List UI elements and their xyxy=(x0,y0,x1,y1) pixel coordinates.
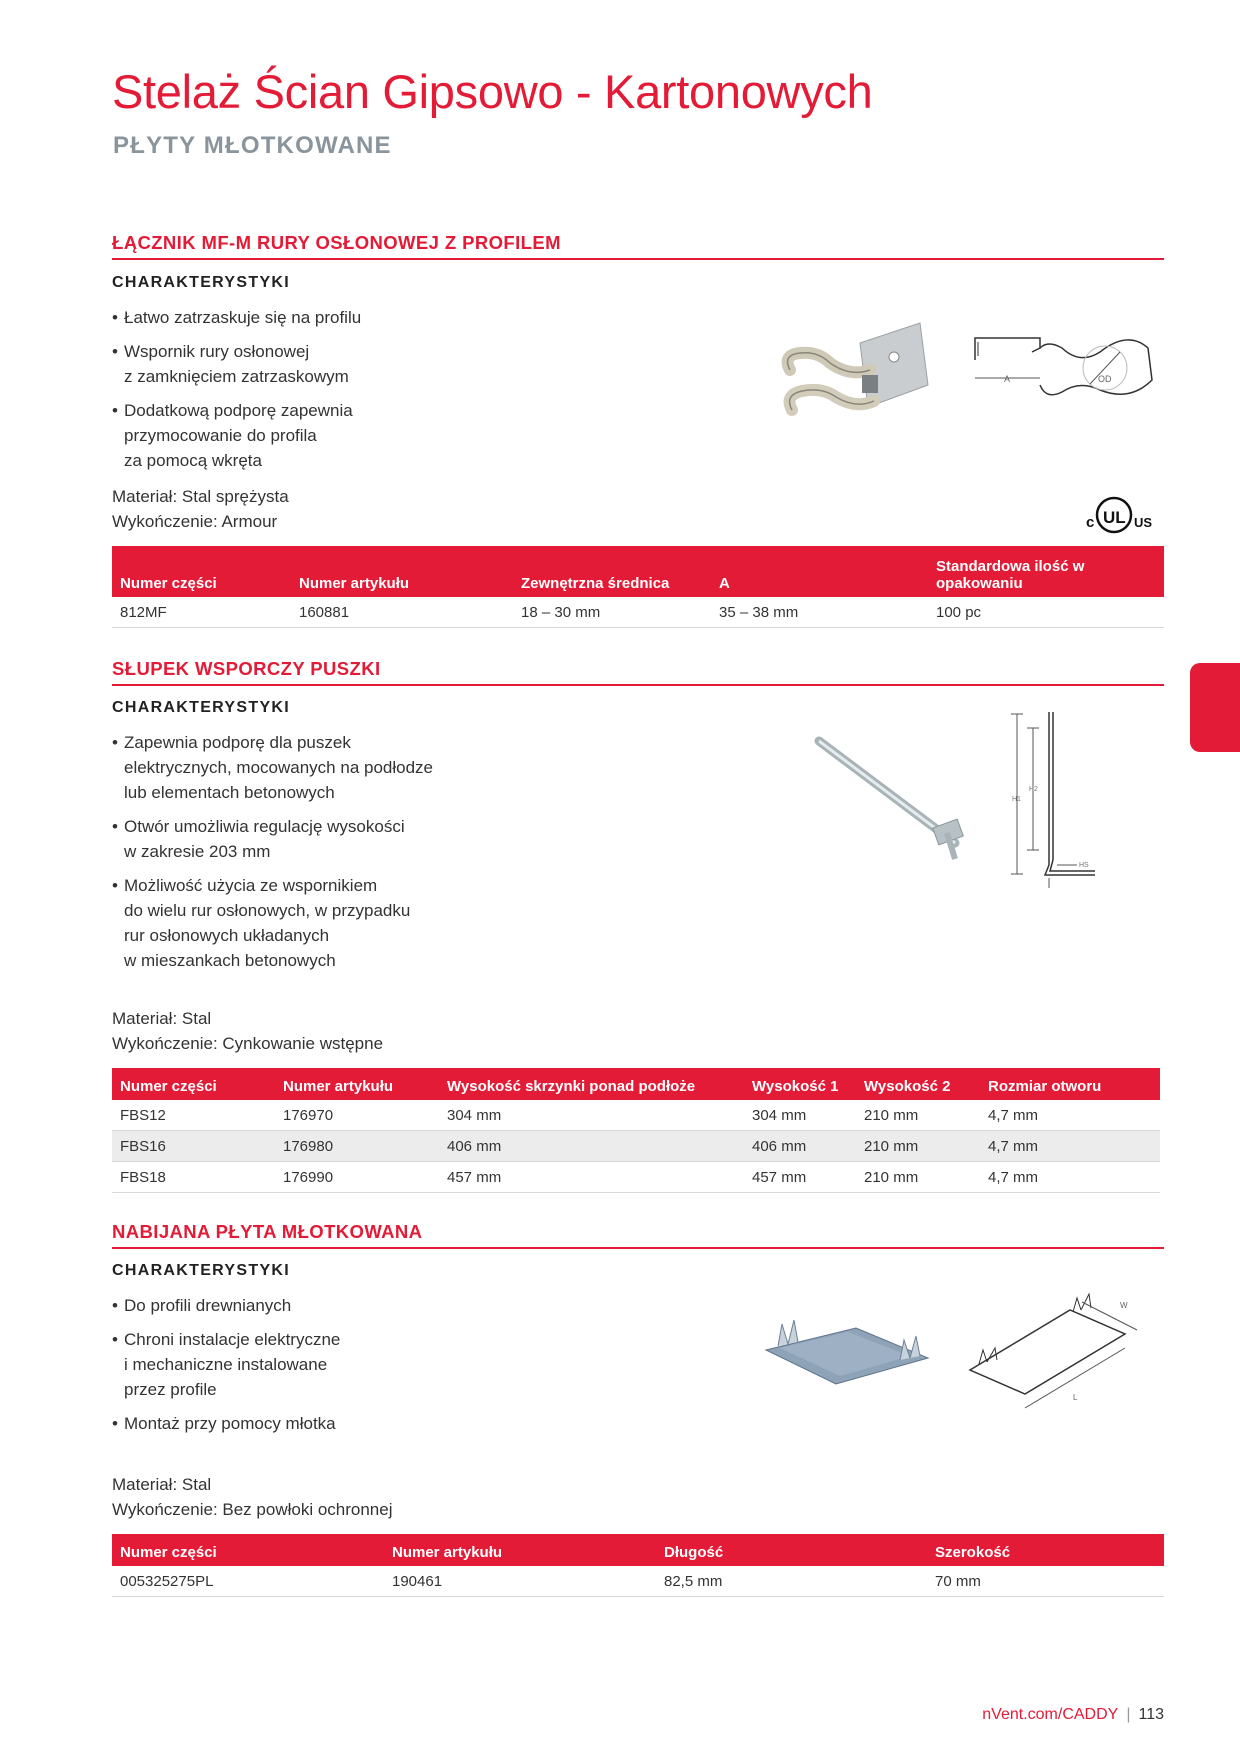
dimension-l-label: L xyxy=(1073,1393,1078,1402)
column-header: Numer artykułu xyxy=(291,546,513,597)
spec-table-box-support xyxy=(112,1068,1160,1193)
table-cell: 210 mm xyxy=(856,1100,980,1131)
table-cell: FBS18 xyxy=(112,1162,275,1193)
table-header-row xyxy=(112,1534,1164,1566)
cert-ul-text: UL xyxy=(1103,508,1126,527)
spec-table-mf-connector xyxy=(112,546,1164,628)
table-cell: 70 mm xyxy=(927,1566,1164,1597)
spec-table-nail-plate xyxy=(112,1534,1164,1597)
table-cell: 812MF xyxy=(112,597,291,628)
footer-separator: | xyxy=(1126,1706,1131,1723)
finish-text: Wykończenie: Cynkowanie wstępne xyxy=(112,1034,384,1053)
cert-c-text: c xyxy=(1086,514,1095,531)
footer-website-link[interactable]: nVent.com/CADDY xyxy=(982,1706,1119,1723)
feature-item: • Chroni instalacje elektryczne i mechaniczne instalowane przez profile xyxy=(112,1327,532,1402)
characteristics-label: CHARAKTERYSTYKI xyxy=(112,274,291,291)
column-header: A xyxy=(711,546,928,597)
page-title: Stelaż Ścian Gipsowo - Kartonowych xyxy=(112,65,873,118)
table-cell: 4,7 mm xyxy=(980,1162,1160,1193)
feature-item: • Do profili drewnianych xyxy=(112,1293,532,1318)
column-header: Numer artykułu xyxy=(384,1534,656,1566)
table-cell: 210 mm xyxy=(856,1131,980,1162)
table-cell: 4,7 mm xyxy=(980,1131,1160,1162)
material-text: Materiał: Stal xyxy=(112,1475,212,1494)
column-header: Długość xyxy=(656,1534,927,1566)
table-cell: 100 pc xyxy=(928,597,1164,628)
technical-drawing-nail-plate xyxy=(965,1290,1175,1430)
feature-item: • Wspornik rury osłonowej z zamknięciem zatrzaskowym xyxy=(112,339,532,389)
technical-drawing-box-support xyxy=(1005,710,1115,890)
table-cell: 457 mm xyxy=(744,1162,856,1193)
column-header: Numer części xyxy=(112,1534,384,1566)
dimension-h2-label: H2 xyxy=(1029,786,1038,793)
table-cell: 4,7 mm xyxy=(980,1100,1160,1131)
product-photo-mf-connector xyxy=(770,315,950,435)
table-cell: 304 mm xyxy=(439,1100,744,1131)
table-cell: 406 mm xyxy=(744,1131,856,1162)
feature-list xyxy=(112,1293,532,1445)
table-header-row xyxy=(112,546,1164,597)
dimension-w-label: W xyxy=(1120,1301,1128,1310)
characteristics-label: CHARAKTERYSTYKI xyxy=(112,1262,291,1279)
feature-item: • Zapewnia podporę dla puszek elektrycznych, mocowanych na podłodze lub elementach betonowych xyxy=(112,730,532,805)
table-cell: 176990 xyxy=(275,1162,439,1193)
cul-us-certification-icon xyxy=(1082,493,1162,537)
table-cell: FBS16 xyxy=(112,1131,275,1162)
dimension-od-label: OD xyxy=(1098,374,1112,384)
feature-item: • Otwór umożliwia regulację wysokości w zakresie 203 mm xyxy=(112,814,532,864)
table-row xyxy=(112,1100,1160,1131)
product-photo-box-support xyxy=(815,735,985,865)
product-photo-nail-plate xyxy=(760,1310,935,1390)
table-cell: 190461 xyxy=(384,1566,656,1597)
table-cell: 18 – 30 mm xyxy=(513,597,711,628)
column-header: Numer części xyxy=(112,546,291,597)
page-footer xyxy=(982,1706,1164,1724)
section-heading-mf-connector: ŁĄCZNIK MF-M RURY OSŁONOWEJ Z PROFILEM xyxy=(112,232,1164,260)
feature-list xyxy=(112,305,532,482)
material-text: Materiał: Stal sprężysta xyxy=(112,487,289,506)
table-cell: 210 mm xyxy=(856,1162,980,1193)
table-header-row xyxy=(112,1068,1160,1100)
page-subtitle: PŁYTY MŁOTKOWANE xyxy=(113,132,392,159)
finish-text: Wykończenie: Bez powłoki ochronnej xyxy=(112,1500,393,1519)
table-cell: 176980 xyxy=(275,1131,439,1162)
table-cell: 160881 xyxy=(291,597,513,628)
dimension-hs-label: HS xyxy=(1079,862,1089,869)
characteristics-label: CHARAKTERYSTYKI xyxy=(112,699,291,716)
section-heading-box-support: SŁUPEK WSPORCZY PUSZKI xyxy=(112,658,1164,686)
dimension-h1-label: H1 xyxy=(1012,796,1021,803)
dimension-a-label: A xyxy=(1004,374,1011,384)
table-cell: 35 – 38 mm xyxy=(711,597,928,628)
table-row xyxy=(112,597,1164,628)
column-header: Numer części xyxy=(112,1068,275,1100)
feature-list xyxy=(112,730,532,982)
table-row xyxy=(112,1566,1164,1597)
column-header: Wysokość 2 xyxy=(856,1068,980,1100)
section-heading-nail-plate: NABIJANA PŁYTA MŁOTKOWANA xyxy=(112,1221,1164,1249)
column-header: Numer artykułu xyxy=(275,1068,439,1100)
column-header: Standardowa ilość w opakowaniu xyxy=(928,546,1164,597)
table-cell: 406 mm xyxy=(439,1131,744,1162)
feature-item: • Dodatkową podporę zapewnia przymocowanie do profila za pomocą wkręta xyxy=(112,398,532,473)
table-cell: 176970 xyxy=(275,1100,439,1131)
material-text: Materiał: Stal xyxy=(112,1009,212,1028)
feature-item: • Łatwo zatrzaskuje się na profilu xyxy=(112,305,532,330)
table-cell: 304 mm xyxy=(744,1100,856,1131)
side-tab-marker xyxy=(1190,663,1240,752)
feature-item: • Możliwość użycia ze wspornikiem do wielu rur osłonowych, w przypadku rur osłonowych układanych w mieszankach betonowych xyxy=(112,873,532,973)
table-row xyxy=(112,1131,1160,1162)
page-number: 113 xyxy=(1138,1706,1164,1723)
technical-drawing-mf-connector xyxy=(970,330,1170,410)
column-header: Wysokość 1 xyxy=(744,1068,856,1100)
table-cell: 457 mm xyxy=(439,1162,744,1193)
table-cell: 82,5 mm xyxy=(656,1566,927,1597)
column-header: Rozmiar otworu xyxy=(980,1068,1160,1100)
cert-us-text: US xyxy=(1134,515,1153,530)
column-header: Zewnętrzna średnica xyxy=(513,546,711,597)
finish-text: Wykończenie: Armour xyxy=(112,512,278,531)
table-cell: FBS12 xyxy=(112,1100,275,1131)
column-header: Szerokość xyxy=(927,1534,1164,1566)
column-header: Wysokość skrzynki ponad podłoże xyxy=(439,1068,744,1100)
feature-item: • Montaż przy pomocy młotka xyxy=(112,1411,532,1436)
table-row xyxy=(112,1162,1160,1193)
table-cell: 005325275PL xyxy=(112,1566,384,1597)
